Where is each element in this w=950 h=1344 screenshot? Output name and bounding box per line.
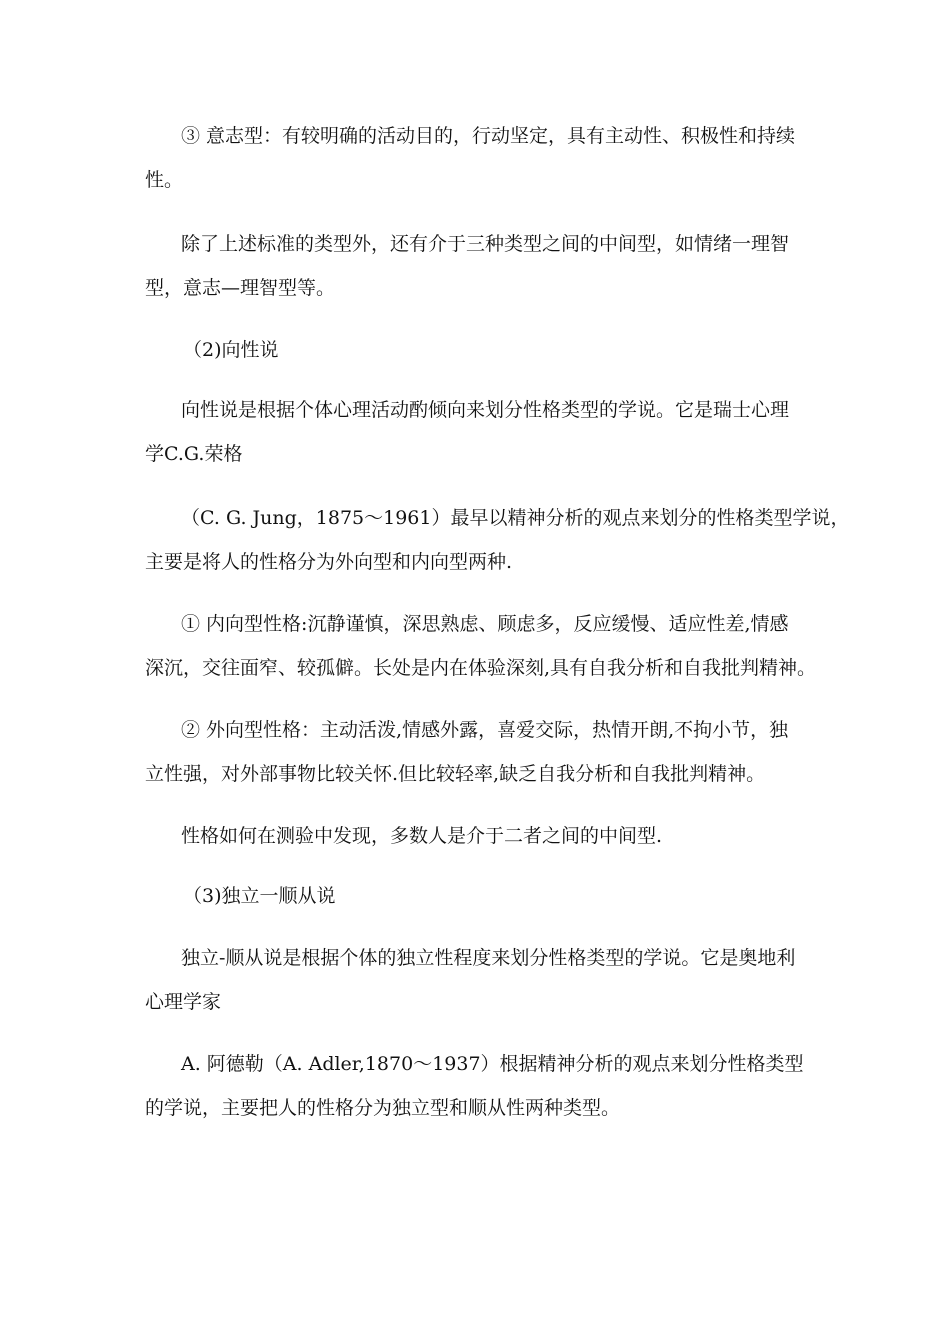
text-line: （C. G. Jung，1875～1961）最早以精神分析的观点来划分的性格类型学说，: [181, 507, 850, 529]
paragraph-introvert-traits: [145, 602, 817, 690]
paragraph-intermediate-personality: [145, 814, 810, 858]
text-line: ① 内向型性格:沉静谨慎，深思熟虑、顾虑多，反应缓慢、适应性差,情感: [181, 613, 789, 635]
text-line: 性格如何在测验中发现，多数人是介于二者之间的中间型.: [181, 825, 663, 847]
section-heading-introversion-theory: [145, 328, 810, 372]
text-line: 主要是将人的性格分为外向型和内向型两种.: [145, 551, 513, 573]
heading-text: （2)向性说: [183, 339, 279, 361]
text-line: 心理学家: [145, 991, 222, 1013]
text-line: ③ 意志型：有较明确的活动目的，行动坚定，具有主动性、积极性和持续: [181, 125, 796, 147]
text-line: 的学说，主要把人的性格分为独立型和顺从性两种类型。: [145, 1097, 621, 1119]
text-line: 独立-顺从说是根据个体的独立性程度来划分性格类型的学说。它是奥地利: [181, 947, 796, 969]
paragraph-introversion-definition: [145, 388, 810, 476]
text-line: 性。: [145, 169, 184, 191]
text-line: 学C.G.荣格: [145, 443, 243, 465]
text-line: A. 阿德勒（A. Adler,1870～1937）根据精神分析的观点来划分性格类型: [181, 1053, 804, 1075]
heading-text: （3)独立一顺从说: [183, 885, 336, 907]
paragraph-adler: [145, 1042, 810, 1130]
text-line: 除了上述标准的类型外，还有介于三种类型之间的中间型，如情绪一理智: [181, 233, 790, 255]
text-line: 型，意志—理智型等。: [145, 277, 336, 299]
paragraph-jung: [145, 496, 850, 584]
paragraph-intermediate-types: [145, 222, 810, 310]
paragraph-independence-definition: [145, 936, 810, 1024]
text-line: 深沉，交往面窄、较孤僻。长处是内在体验深刻,具有自我分析和自我批判精神。: [145, 657, 817, 679]
paragraph-volition-type: [145, 114, 810, 202]
paragraph-extrovert-traits: [145, 708, 810, 796]
text-line: ② 外向型性格：主动活泼,情感外露，喜爱交际，热情开朗,不拘小节，独: [181, 719, 789, 741]
text-line: 立性强，对外部事物比较关怀.但比较轻率,缺乏自我分析和自我批判精神。: [145, 763, 766, 785]
section-heading-independence-theory: [145, 874, 810, 918]
text-line: 向性说是根据个体心理活动酌倾向来划分性格类型的学说。它是瑞士心理: [181, 399, 790, 421]
